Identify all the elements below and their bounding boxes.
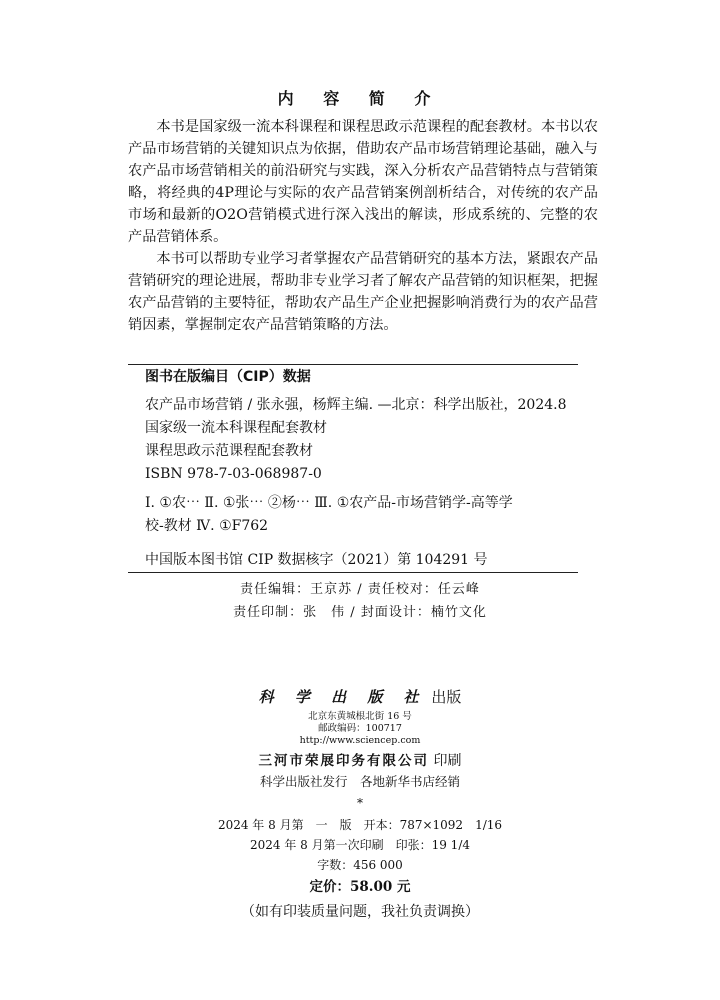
word-count: 字数：456 000 (317, 858, 403, 872)
cip-heading: 图书在版编目（CIP）数据 (145, 369, 311, 385)
cip-isbn: ISBN 978-7-03-068987-0 (145, 466, 322, 482)
cip-bottom-rule (128, 572, 578, 573)
cip-line-1: 农产品市场营销 / 张永强，杨辉主编. —北京：科学出版社，2024.8 (145, 397, 567, 413)
quality-notice: （如有印装质量问题，我社负责调换） (241, 904, 479, 920)
cip-classification-2: 校-教材 Ⅳ. ①F762 (145, 518, 269, 534)
edition-line-1: 2024 年 8 月第 一 版 开本：787×1092 1/16 (217, 818, 503, 832)
summary-paragraph-1: 本书是国家级一流本科课程和课程思政示范课程的配套教材。本书以农产品市场营销的关键知识点为依据，借助农产品市场营销理论基础，融入与农产品市场营销相关的前沿研究与实践，深入分析农产品营销特点与营销策略，将经典的4P理论与实际的农产品营销案例剖析结合，对传统的农产品市场和最新的O2O营销模式进行深入浅出的解读，形成系统的、完整的农产品营销体系。 (128, 119, 598, 245)
price: 定价：58.00 元 (309, 879, 411, 895)
edition-line-2: 2024 年 8 月第一次印刷 印张：19 1/4 (249, 838, 470, 852)
cip-line-2: 国家级一流本科课程配套教材 (145, 420, 327, 436)
printer-suffix: 印刷 (433, 753, 462, 769)
cip-record-number: 中国版本图书馆 CIP 数据核字（2021）第 104291 号 (145, 552, 488, 568)
credits-production: 责任印制：张 伟 / 封面设计：楠竹文化 (233, 605, 487, 620)
publisher-postcode: 邮政编码：100717 (318, 723, 402, 734)
separator-star: * (357, 796, 363, 810)
publisher-line (0, 686, 720, 707)
publisher-url: http://www.sciencep.com (299, 735, 421, 746)
summary-paragraph-2: 本书可以帮助专业学习者掌握农产品营销研究的基本方法，紧跟农产品营销研究的理论进展，帮助非专业学习者了解农产品营销的知识框架，把握农产品营销的主要特征，帮助农产品生产企业把握影响消费行为的农产品营销因素，掌握制定农产品营销策略的方法。 (128, 251, 598, 333)
cip-classification-1: Ⅰ. ①农⋯ Ⅱ. ①张⋯ ②杨⋯ Ⅲ. ①农产品-市场营销学-高等学 (145, 495, 513, 511)
credits-editor: 责任编辑：王京苏 / 责任校对：任云峰 (240, 582, 480, 597)
cip-block (145, 394, 575, 538)
summary-text (128, 116, 598, 336)
printer-name: 三河市荣展印务有限公司 (258, 753, 430, 769)
publisher-name: 科 学 出 版 社 (258, 688, 427, 706)
publisher-suffix: 出版 (431, 688, 462, 706)
printer-line (0, 749, 720, 770)
cip-top-rule (128, 364, 578, 365)
publisher-address: 北京东黄城根北街 16 号 (308, 711, 412, 722)
cip-line-3: 课程思政示范课程配套教材 (145, 443, 313, 459)
summary-title: 内 容 简 介 (277, 89, 443, 108)
distribution-line: 科学出版社发行 各地新华书店经销 (259, 774, 460, 789)
